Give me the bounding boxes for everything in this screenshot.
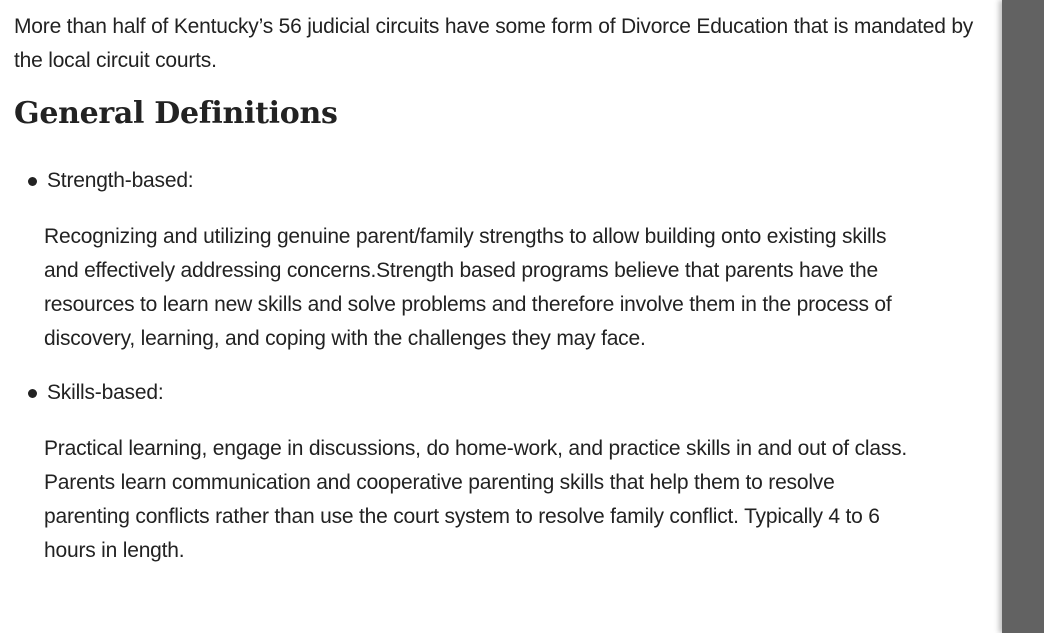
definition-description: Recognizing and utilizing genuine parent/family strengths to allow building onto existing skills and effectively addressing concerns.Strength based programs believe that parents have the resources to learn new skills and solve problems and therefore involve them in the process of discovery, learning, and coping with the challenges they may face. [44,225,892,350]
definition-item-strength-based [14,164,984,356]
definition-description: Practical learning, engage in discussions, do home-work, and practice skills in and out of class. Parents learn communication and cooperative parenting skills that help them to resolve parenting conflicts rather than use the court system to resolve family conflict. Typically 4 to 6 hours in length. [44,437,908,562]
section-heading: General Definitions [14,96,338,131]
definition-term-label: Skills-based: [47,381,164,404]
definitions-list [14,164,984,568]
bullet-icon [28,389,37,398]
definition-term-label: Strength-based: [47,169,194,192]
article-content [14,0,984,568]
window-edge-scrollbar[interactable] [1002,0,1044,633]
intro-paragraph: More than half of Kentucky’s 56 judicial circuits have some form of Divorce Education that is mandated by the local circuit courts. [14,15,974,72]
bullet-icon [28,177,37,186]
definition-term [14,164,984,198]
definition-item-skills-based [14,376,984,568]
definition-term [14,376,984,410]
